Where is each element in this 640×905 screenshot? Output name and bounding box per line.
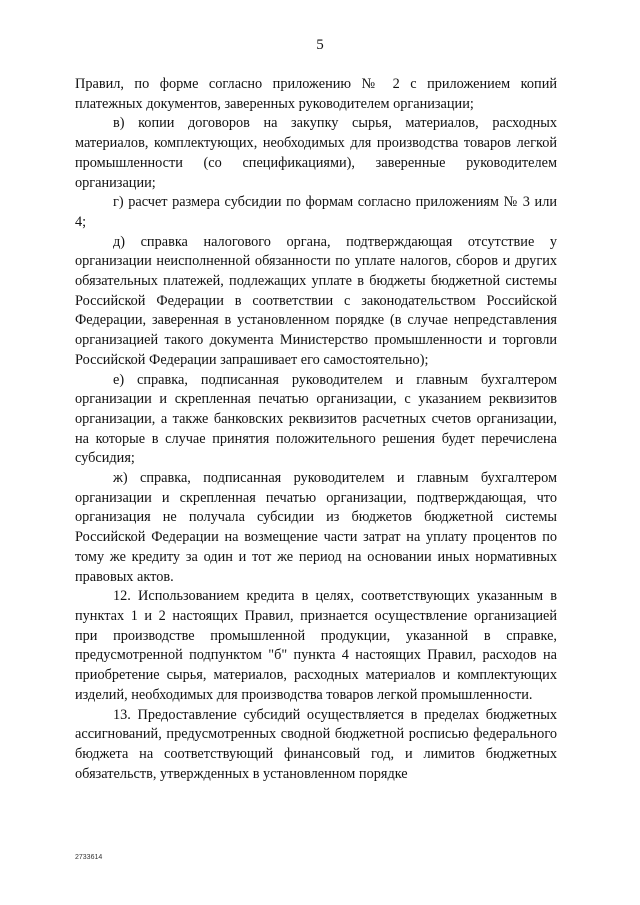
paragraph-13: 13. Предоставление субсидий осуществляется в пределах бюджетных ассигнований, предусмотренных сводной бюджетной росписью федерального бюджета на соответствующий финансовый год, и лимитов бюджетных обязательств, утвержденных в установленном порядке xyxy=(75,706,557,782)
paragraph-item-zh: ж) справка, подписанная руководителем и главным бухгалтером организации и скрепленная печатью организации, подтверждающая, что организация не получала субсидии из бюджетов бюджетной системы Российской Федерации на возмещение части затрат на уплату процентов по тому же кредиту за один и тот же период на основании иных нормативных правовых актов. xyxy=(75,470,557,585)
paragraph-item-e: е) справка, подписанная руководителем и главным бухгалтером организации и скрепленная печатью организации, с указанием реквизитов организации, а также банковских реквизитов расчетных счетов организации, на которые в случае принятия положительного решения будет перечислена субсидия; xyxy=(75,371,557,467)
document-code: 2733614 xyxy=(75,854,103,861)
paragraph-12: 12. Использованием кредита в целях, соответствующих указанным в пунктах 1 и 2 настоящих Правил, признается осуществление организацией при производстве промышленной продукции, указанной в справке, предусмотренной подпунктом "б" пункта 4 настоящих Правил, расходов на приобретение сырья, материалов, расходных материалов и комплектующих изделий, необходимых для производства товаров легкой промышленности. xyxy=(75,588,557,703)
body-text xyxy=(75,75,557,784)
paragraph-item-d: д) справка налогового органа, подтверждающая отсутствие у организации неисполненной обязанности по уплате налогов, сборов и других обязательных платежей, подлежащих уплате в бюджеты бюджетной системы Российской Федерации в соответствии с законодательством Российской Федерации, заверенная в установленном порядке (в случае непредставления организацией такого документа Министерство промышленности и торговли Российской Федерации запрашивает его самостоятельно); xyxy=(75,233,557,368)
paragraph-item-g: г) расчет размера субсидии по формам согласно приложениям № 3 или 4; xyxy=(75,194,557,230)
paragraph-item-v: в) копии договоров на закупку сырья, материалов, расходных материалов, комплектующих, необходимых для производства товаров легкой промышленности (со спецификациями), заверенные руководителем организации; xyxy=(75,115,557,191)
page-number: 5 xyxy=(316,37,324,53)
paragraph-continuation: Правил, по форме согласно приложению № 2 с приложением копий платежных документов, заверенных руководителем организации; xyxy=(75,76,557,112)
